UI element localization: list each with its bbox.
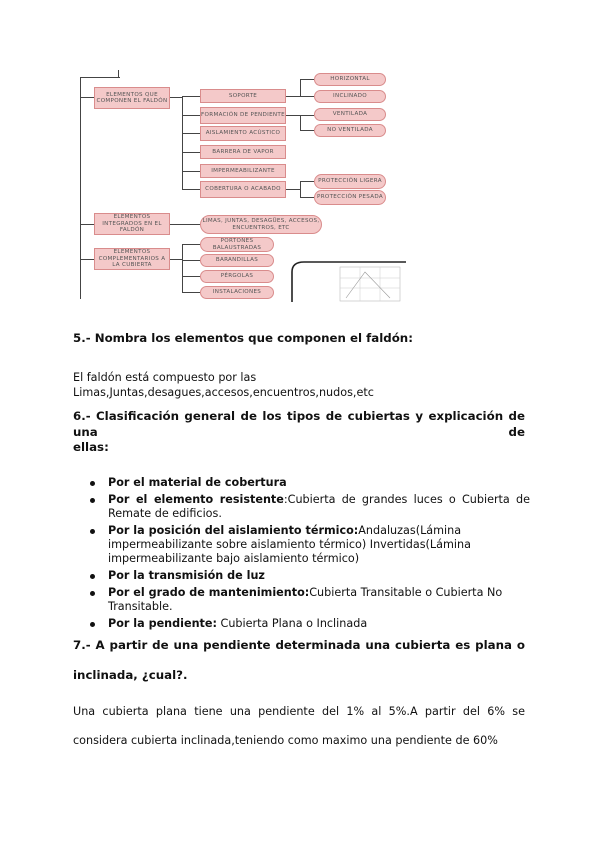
mid-box-portones: PORTONES BALAUSTRADAS [200, 237, 274, 252]
connector-line [80, 77, 120, 78]
q7-heading-line2: inclinada, ¿cual?. [73, 668, 188, 682]
connector-line [118, 70, 119, 78]
roof-elements-diagram [0, 0, 600, 310]
connector-line [300, 181, 301, 198]
list-item: Por la transmisión de luz [90, 569, 530, 583]
right-pill-proteccion-pesada: PROTECCIÓN PESADA [314, 190, 386, 205]
q6-heading-line1: 6.- Clasificación general de los tipos de cubiertas y explicación de una de [73, 409, 525, 439]
right-pill-horizontal: HORIZONTAL [314, 73, 386, 86]
connector-line [80, 224, 94, 225]
connector-line [80, 97, 94, 98]
mid-box-formacion-pendiente: FORMACIÓN DE PENDIENTE [200, 107, 286, 124]
list-item: Por la posición del aislamiento térmico:Andaluzas(Lámina impermeabilizante sobre aislamiento térmico) Invertidas(Lámina impermeabilizante bajo aislamiento térmico) [90, 524, 530, 566]
connector-line [170, 97, 182, 98]
list-item: Por la pendiente: Cubierta Plana o Inclinada [90, 617, 530, 631]
connector-line [300, 197, 314, 198]
left-box-componen: ELEMENTOS QUE COMPONEN EL FALDÓN [94, 87, 170, 109]
q7-answer-line1: Una cubierta plana tiene una pendiente del 1% al 5%.A partir del 6% se [73, 705, 525, 718]
connector-line [300, 130, 314, 131]
mid-box-barandillas: BARANDILLAS [200, 254, 274, 267]
list-item: Por el elemento resistente:Cubierta de grandes luces o Cubierta de Remate de edificios. [90, 493, 530, 521]
connector-line [182, 96, 200, 97]
q5-heading: 5.- Nombra los elementos que componen el faldón: [73, 331, 413, 345]
left-box-complementarios: ELEMENTOS COMPLEMENTARIOS A LA CUBIERTA [94, 248, 170, 270]
cubierta-classification-list [90, 476, 530, 634]
connector-line [182, 244, 183, 292]
connector-line [286, 96, 300, 97]
q6-heading-line2: ellas: [73, 440, 109, 454]
connector-line [300, 115, 301, 131]
mid-box-impermeabilizante: IMPERMEABILIZANTE [200, 164, 286, 178]
right-pill-no-ventilada: NO VENTILADA [314, 124, 386, 137]
connector-line [300, 115, 314, 116]
right-pill-ventilada: VENTILADA [314, 108, 386, 121]
mid-box-cobertura: COBERTURA O ACABADO [200, 181, 286, 198]
connector-line [80, 77, 81, 299]
connector-line [182, 133, 200, 134]
connector-line [170, 224, 200, 225]
mid-box-barrera-vapor: BARRERA DE VAPOR [200, 145, 286, 159]
bullet-icon [90, 622, 95, 627]
mid-box-limas-juntas: LIMAS, JUNTAS, DESAGÜES, ACCESOS, ENCUENTROS, ETC [200, 215, 322, 234]
connector-line [300, 96, 314, 97]
right-pill-inclinado: INCLINADO [314, 90, 386, 103]
connector-line [182, 276, 200, 277]
connector-line [286, 115, 300, 116]
connector-line [300, 79, 314, 80]
roof-drawing-thumbnail [290, 258, 408, 304]
q7-heading-line1: 7.- A partir de una pendiente determinada una cubierta es plana o [73, 638, 525, 652]
mid-box-aislamiento: AISLAMIENTO ACÚSTICO [200, 126, 286, 141]
mid-box-instalaciones: INSTALACIONES [200, 286, 274, 299]
q5-answer-line2: Limas,Juntas,desagues,accesos,encuentros,nudos,etc [73, 386, 374, 399]
q5-answer-line1: El faldón está compuesto por las [73, 371, 257, 384]
connector-line [286, 189, 300, 190]
connector-line [182, 171, 200, 172]
connector-line [80, 259, 94, 260]
connector-line [182, 260, 200, 261]
bullet-icon [90, 529, 95, 534]
bullet-icon [90, 481, 95, 486]
q7-answer-line2: considera cubierta inclinada,teniendo como maximo una pendiente de 60% [73, 734, 498, 747]
connector-line [300, 79, 301, 97]
connector-line [182, 244, 200, 245]
left-box-integrados: ELEMENTOS INTEGRADOS EN EL FALDÓN [94, 213, 170, 235]
connector-line [170, 259, 182, 260]
connector-line [182, 96, 183, 190]
bullet-icon [90, 591, 95, 596]
connector-line [300, 181, 314, 182]
bullet-icon [90, 574, 95, 579]
list-item: Por el material de cobertura [90, 476, 530, 490]
mid-box-soporte: SOPORTE [200, 89, 286, 103]
connector-line [182, 152, 200, 153]
connector-line [182, 115, 200, 116]
right-pill-proteccion-ligera: PROTECCIÓN LIGERA [314, 174, 386, 189]
bullet-icon [90, 498, 95, 503]
mid-box-pergolas: PÉRGOLAS [200, 270, 274, 283]
connector-line [182, 189, 200, 190]
connector-line [182, 292, 200, 293]
list-item: Por el grado de mantenimiento:Cubierta Transitable o Cubierta No Transitable. [90, 586, 530, 614]
